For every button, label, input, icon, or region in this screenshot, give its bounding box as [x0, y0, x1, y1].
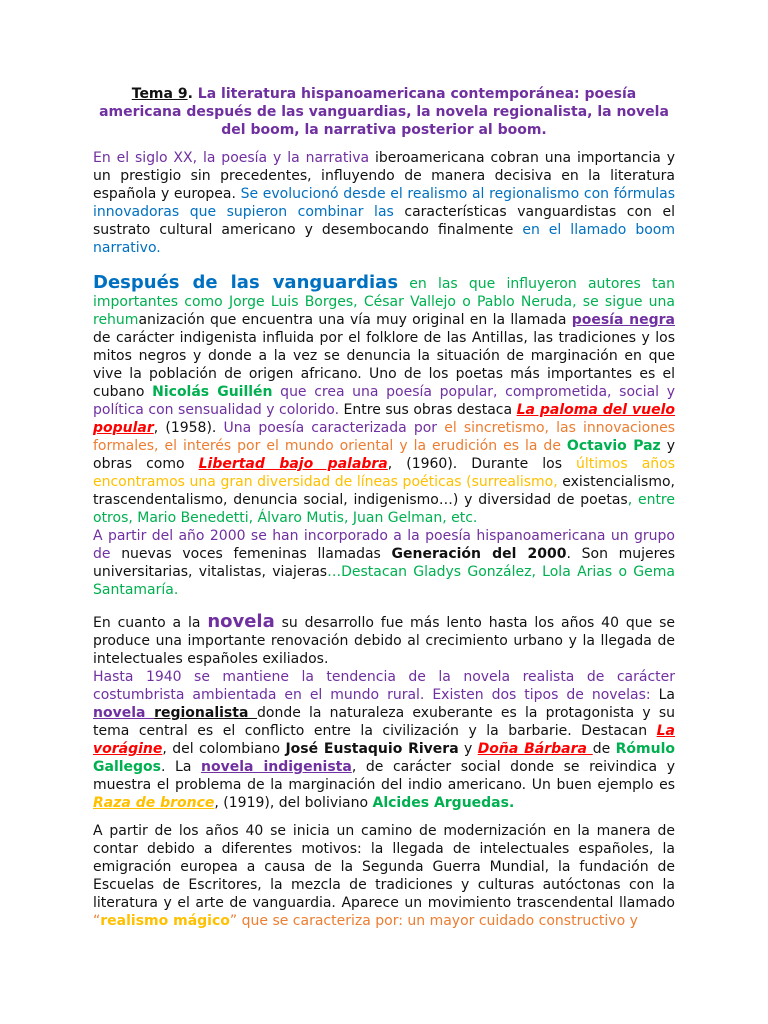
novela-s7: y — [458, 741, 478, 757]
vanguardias-s14: A partir del año 2000 se han incorporado a la poesía hispanoamericana un grupo de — [93, 528, 675, 562]
quote-close: ” — [229, 913, 238, 929]
novela-s4: La — [650, 687, 675, 703]
novela-s8: de — [592, 741, 616, 757]
vanguardias-paragraph — [93, 274, 675, 599]
vanguardias-s4: que crea una poesía popular, comprometida, social y política con sensualidad y colorido. — [93, 384, 675, 418]
novela-s1: En cuanto a la — [93, 615, 208, 631]
novela-s2: su desarrollo fue más lento hasta los años 40 que se produce una importante renovación debido al crecimiento urbano y la llegada de intelectuales españoles exiliados. — [93, 615, 676, 667]
quote-open: “ — [93, 913, 101, 929]
regionalista-term: regionalista — [154, 705, 257, 721]
guillen-name: Nicolás Guillén — [152, 384, 273, 400]
novela-s9: . La — [161, 759, 202, 775]
intro-s4: características vanguardistas con el sustrato cultural americano y desembocando finalmente — [93, 204, 675, 238]
vanguardias-s5: Entre sus obras destaca — [339, 402, 517, 418]
page-title — [93, 85, 675, 139]
rivera-name: José Eustaquio Rivera — [285, 741, 459, 757]
vanguardias-s13: , entre otros, Mario Benedetti, Álvaro Mutis, Juan Gelman, etc. — [93, 492, 675, 526]
intro-s5: en el llamado boom narrativo. — [93, 222, 675, 256]
title-text: La literatura hispanoamericana contemporánea: poesía americana después de las vanguardias, la novela regionalista, la novela del boom, la narrativa posterior al boom. — [99, 86, 669, 138]
intro-s3: Se evolucionó desde el realismo al regionalismo con fórmulas innovadoras que supieron combinar las — [93, 186, 675, 220]
vanguardias-s8: el sincretismo, las innovaciones formales, el interés por el mundo oriental y la erudición es la de — [93, 420, 675, 454]
vanguardias-s1: en las que influyeron autores tan importantes como Jorge Luis Borges, César Vallejo o Pablo Neruda, se sigue una rehum — [93, 276, 675, 328]
novela-s10: , de carácter social donde se reivindica y muestra el problema de la marginación del indio americano. Un buen ejemplo es — [93, 759, 675, 793]
novela-paragraph — [93, 613, 675, 812]
dona-title: Doña Bárbara — [477, 741, 593, 757]
vanguardias-s9: y obras como — [93, 438, 675, 472]
vanguardias-s6: , (1958). — [153, 420, 224, 436]
voragine-title: La vorágine — [93, 723, 675, 757]
novela-heading: novela — [207, 611, 275, 632]
paloma-title: La paloma del vuelo popular — [93, 402, 676, 436]
raza-title: Raza de bronce — [93, 795, 215, 811]
vanguardias-s7: Una poesía caracterizada por — [223, 420, 445, 436]
novela-s11: , (1919), del boliviano — [214, 795, 373, 811]
cuarenta-s2: que se caracteriza por: un mayor cuidado constructivo y — [237, 913, 638, 929]
title-dot: . — [187, 86, 193, 102]
novela-s6: , del colombiano — [162, 741, 286, 757]
realismo-magico-term: realismo mágico — [100, 913, 230, 929]
gallegos-name: Rómulo Gallegos — [93, 741, 676, 775]
novela-term: novela — [93, 705, 155, 721]
novela-s3: Hasta 1940 se mantiene la tendencia de la novela realista de carácter costumbrista ambientada en el mundo rural. Existen dos tipos de novelas: — [93, 669, 675, 703]
cuarenta-paragraph — [93, 822, 675, 930]
paz-name: Octavio Paz — [566, 438, 661, 454]
cuarenta-s1: A partir de los años 40 se inicia un camino de modernización en la manera de contar debido a diferentes motivos: la llegada de intelectuales españoles, la emigración europea a causa de la Segunda Guerra Mundial, la fundación de Escuelas de Escritores, la mezcla de tradiciones y culturas autóctonas con la literatura y el arte de vanguardia. Aparece un movimiento trascendental llamado — [93, 823, 675, 911]
vanguardias-s3: de carácter indigenista influida por el folklore de las Antillas, las tradiciones y los mitos negros y donde a la vez se denuncia la situación de marginación en que vive la población de origen africano. Uno de los poetas más importantes es el cubano — [93, 330, 675, 400]
indigenista-term: novela indigenista — [201, 759, 352, 775]
libertad-title: Libertad bajo palabra — [198, 456, 388, 472]
vanguardias-s12: existencialismo, trascendentalismo, denuncia social, indigenismo…) y diversidad de poetas — [93, 474, 675, 508]
intro-paragraph — [93, 149, 675, 257]
tema-label: Tema 9 — [131, 86, 188, 102]
vanguardias-s15: nuevas voces femeninas llamadas — [121, 546, 392, 562]
intro-s2: iberoamericana cobran una importancia y un prestigio sin precedentes, influyendo de manera decisiva en la literatura española y europea. — [93, 150, 676, 202]
vanguardias-s2: anización que encuentra una vía muy original en la llamada — [138, 312, 572, 328]
vanguardias-s16: . Son mujeres universitarias, vitalistas, viajeras — [93, 546, 676, 580]
arguedas-name: Alcides Arguedas. — [372, 795, 515, 811]
vanguardias-s11: últimos años encontramos una gran diversidad de líneas poéticas (surrealismo, — [93, 456, 676, 490]
gen2000-term: Generación del 2000 — [391, 546, 567, 562]
novela-s5: donde la naturaleza exuberante es la protagonista y su tema central es el conflicto entre la civilización y la barbarie. Destacan — [93, 705, 676, 739]
intro-s1: En el siglo XX, la poesía y la narrativa — [93, 150, 376, 166]
poesia-negra-term: poesía negra — [571, 312, 675, 328]
vanguardias-s17: …Destacan Gladys González, Lola Arias o Gema Santamaría. — [93, 564, 675, 598]
vanguardias-s10: , (1960). Durante los — [387, 456, 577, 472]
vanguardias-heading: Después de las vanguardias — [93, 272, 399, 293]
